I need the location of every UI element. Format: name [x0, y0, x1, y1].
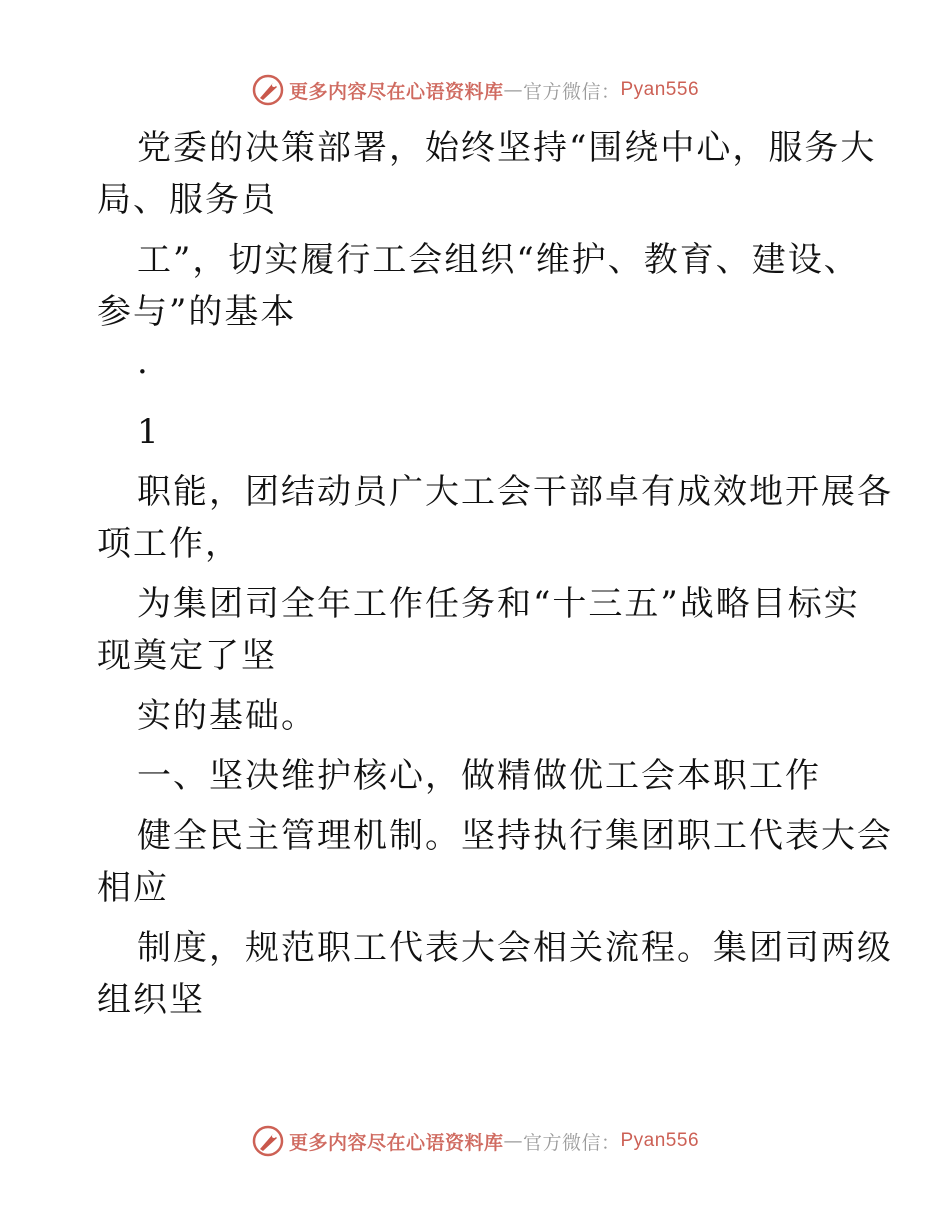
watermark-separator: —	[503, 1130, 523, 1152]
text-line: 参与”的基本	[97, 292, 297, 332]
text-line: 项工作，	[97, 524, 241, 564]
text-line: 职能，团结动员广大工会干部卓有成效地开展各	[137, 472, 893, 512]
watermark-site-text: 更多内容尽在心语资料库	[288, 1131, 504, 1154]
watermark-separator: —	[503, 79, 523, 101]
text-line: 相应	[97, 868, 169, 908]
pen-nib-logo-icon	[251, 73, 285, 107]
watermark-account: Pyan556	[620, 1130, 700, 1151]
section-heading: 一、坚决维护核心，做精做优工会本职工作	[137, 756, 821, 796]
watermark-account: Pyan556	[620, 79, 700, 100]
document-body	[97, 122, 893, 1026]
text-line: 党委的决策部署，始终坚持“围绕中心，服务大	[137, 128, 877, 168]
text-line: 现奠定了坚	[97, 636, 277, 676]
text-line: 实的基础。	[137, 696, 317, 736]
pen-nib-logo-icon	[251, 1124, 285, 1158]
text-line: 健全民主管理机制。坚持执行集团职工代表大会	[137, 816, 893, 856]
text-line: 局、服务员	[97, 180, 277, 220]
page-number: 1	[137, 412, 161, 452]
bullet-dot: ·	[137, 352, 150, 392]
text-line: 制度，规范职工代表大会相关流程。集团司两级	[137, 928, 893, 968]
watermark-site-text: 更多内容尽在心语资料库	[288, 80, 504, 103]
header-watermark	[0, 70, 950, 110]
text-line: 组织坚	[97, 980, 205, 1020]
watermark-wechat-label: 官方微信：	[522, 1131, 621, 1154]
watermark-wechat-label: 官方微信：	[522, 80, 621, 103]
text-line: 工”，切实履行工会组织“维护、教育、建设、	[137, 240, 860, 280]
footer-watermark	[0, 1121, 950, 1161]
text-line: 为集团司全年工作任务和“十三五”战略目标实	[137, 584, 860, 624]
